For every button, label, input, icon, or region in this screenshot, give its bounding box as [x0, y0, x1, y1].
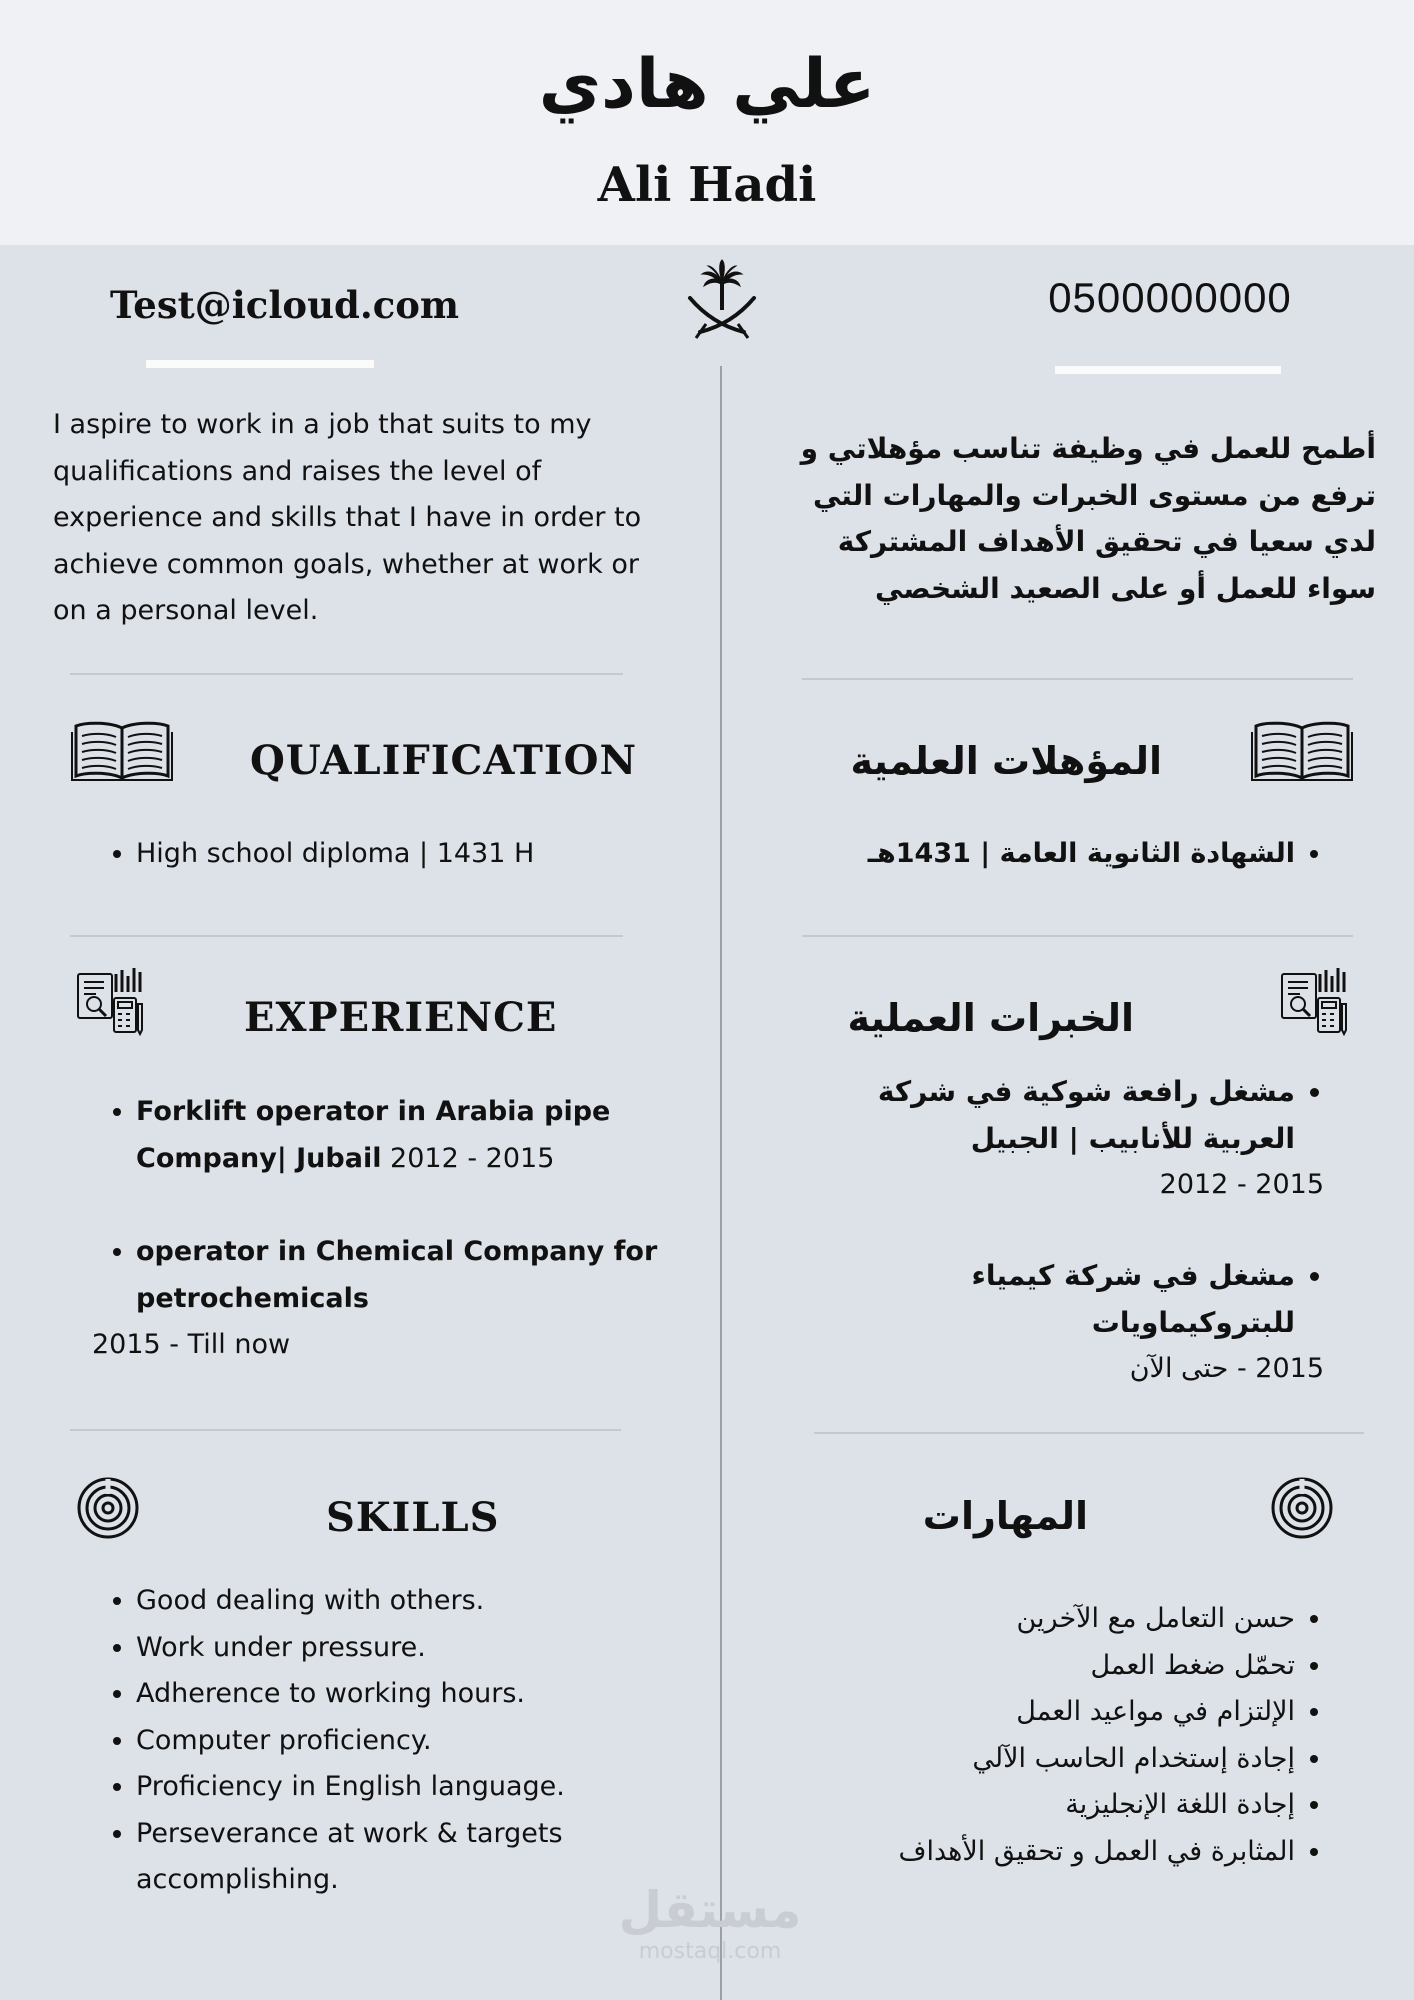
list-item: • Perseverance at work & targets accomplishing.	[136, 1811, 696, 1904]
watermark-url: mostaql.com	[638, 1939, 782, 1964]
experience-heading-arabic: الخبرات العملية	[847, 996, 1134, 1040]
experience-list	[53, 1229, 696, 1322]
skills-list-arabic	[735, 1596, 1378, 1875]
skills-heading: SKILLS	[326, 1494, 500, 1541]
experience-list	[53, 1089, 696, 1182]
list-item: • Good dealing with others.	[136, 1578, 696, 1625]
skills-list	[53, 1578, 696, 1904]
objective-english: I aspire to work in a job that suits to my qualifications and raises the level of experience and skills that I have in order to achieve common goals, whether at work or on a personal level.	[53, 409, 642, 626]
section-divider	[802, 935, 1353, 937]
resume-header	[0, 0, 1414, 245]
open-book-icon	[1250, 718, 1354, 782]
report-calculator-icon	[76, 964, 148, 1036]
list-item	[136, 1229, 696, 1322]
experience-heading: EXPERIENCE	[244, 994, 558, 1041]
list-item: • الإلتزام في مواعيد العمل	[735, 1689, 1295, 1736]
name-arabic: علي هادي	[538, 45, 876, 124]
list-item: • حسن التعامل مع الآخرين	[735, 1596, 1295, 1643]
watermark-logo: مستقل	[618, 1881, 802, 1939]
watermark	[600, 1880, 820, 1964]
email-underline	[146, 360, 374, 368]
palm-and-swords-icon	[682, 258, 762, 340]
target-icon	[1270, 1476, 1334, 1540]
section-divider	[814, 1432, 1364, 1434]
list-item: • إجادة اللغة الإنجليزية	[735, 1782, 1295, 1829]
qualification-heading-arabic: المؤهلات العلمية	[850, 739, 1162, 783]
experience-role: operator in Chemical Company for petrochemicals	[136, 1236, 658, 1314]
list-item: • High school diploma | 1431 H	[136, 831, 696, 878]
target-icon	[76, 1476, 140, 1540]
list-item: • Proficiency in English language.	[136, 1764, 696, 1811]
list-item	[136, 1089, 696, 1182]
section-divider	[70, 1429, 621, 1431]
phone-underline	[1055, 366, 1281, 374]
list-item: • المثابرة في العمل و تحقيق الأهداف	[735, 1829, 1295, 1876]
report-calculator-icon	[1280, 964, 1352, 1036]
name-english: Ali Hadi	[597, 157, 817, 213]
list-item: • Computer proficiency.	[136, 1718, 696, 1765]
list-item: • Adherence to working hours.	[136, 1671, 696, 1718]
column-divider	[720, 366, 722, 2000]
section-divider	[70, 935, 623, 937]
open-book-icon	[70, 718, 174, 782]
section-divider	[70, 673, 623, 675]
experience-period: 2015 - 2012	[1159, 1169, 1324, 1200]
section-divider	[802, 678, 1353, 680]
experience-period: 2012 - 2015	[390, 1142, 555, 1174]
list-item: • إجادة إستخدام الحاسب الآلي	[735, 1736, 1295, 1783]
experience-period: 2015 - حتى الآن	[1129, 1353, 1324, 1384]
objective-arabic: أطمح للعمل في وظيفة تناسب مؤهلاتي و ترفع من مستوى الخبرات والمهارات التي لدي سعيا في تحقيق الأهداف المشتركة سواء للعمل أو على الصعيد الشخصي	[800, 432, 1376, 605]
experience-role: Forklift operator in Arabia pipe Company| Jubail	[136, 1096, 611, 1174]
qualification-list-arabic	[735, 831, 1378, 878]
skills-heading-arabic: المهارات	[922, 1494, 1088, 1538]
qualification-list	[53, 831, 696, 878]
experience-period: 2015 - Till now	[92, 1329, 291, 1360]
email-address: Test@icloud.com	[110, 283, 460, 327]
phone-number: 0500000000	[1048, 274, 1292, 321]
list-item: • مشغل في شركة كيمياء للبتروكيماويات	[895, 1253, 1295, 1346]
list-item: • Work under pressure.	[136, 1625, 696, 1672]
list-item: • مشغل رافعة شوكية في شركة العربية للأنابيب | الجبيل	[795, 1069, 1295, 1162]
list-item: • تحمّل ضغط العمل	[735, 1643, 1295, 1690]
experience-list-arabic	[895, 1253, 1378, 1346]
experience-list-arabic	[795, 1069, 1378, 1162]
list-item: • الشهادة الثانوية العامة | 1431هـ	[735, 831, 1295, 878]
qualification-heading: QUALIFICATION	[250, 737, 638, 784]
